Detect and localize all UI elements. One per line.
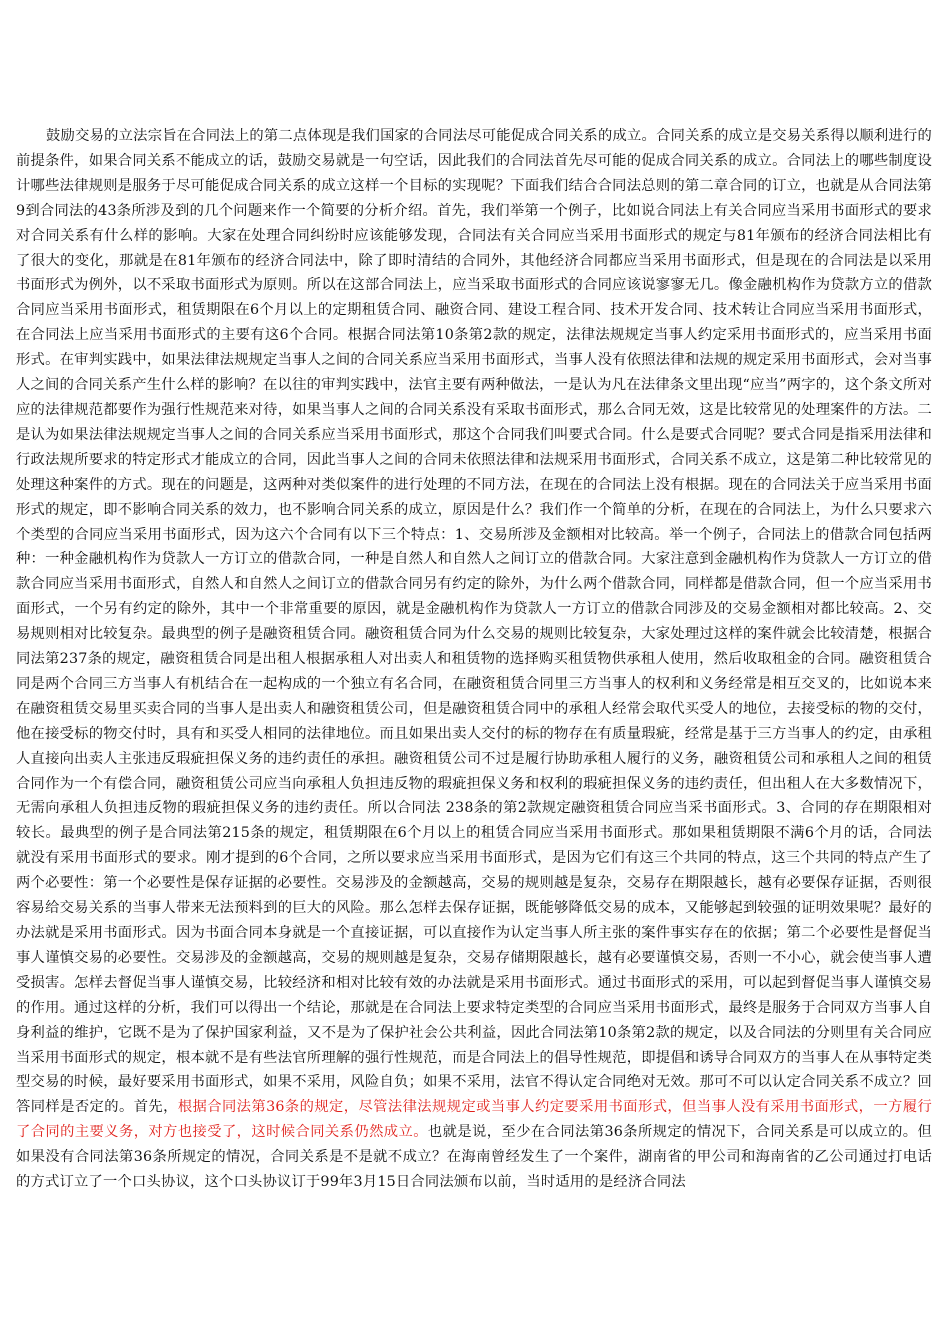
document-body xyxy=(16,124,932,1195)
paragraph-text-continued: 也就是说，至少在合同法第36条所规定的情况下，合同关系是可以成立的。但如果没有合同法第36条所规定的情况，合同关系是不是就不成立？在海南曾经发生了一个案件，湖南省的甲公司和海南省的乙公司通过打电话的方式订立了一个口头协议，这个口头协议订于99年3月15日合同法颁布以前，当时适用的是经济合同法 xyxy=(16,1124,932,1191)
paragraph-text: 鼓励交易的立法宗旨在合同法上的第二点体现是我们国家的合同法尽可能促成合同关系的成立。合同关系的成立是交易关系得以顺利进行的前提条件，如果合同关系不能成立的话，鼓励交易就是一句空话，因此我们的合同法首先尽可能的促成合同关系的成立。合同法上的哪些制度设计哪些法律规则是服务于尽可能促成合同关系的成立这样一个目标的实现呢？下面我们结合合同法总则的第二章合同的订立，也就是从合同法第9到合同法的43条所涉及到的几个问题来作一个简要的分析介绍。首先，我们举第一个例子，比如说合同法上有关合同应当采用书面形式的要求对合同关系有什么样的影响。大家在处理合同纠纷时应该能够发现，合同法有关合同应当采用书面形式的规定与81年颁布的经济合同法相比有了很大的变化，那就是在81年颁布的经济合同法中，除了即时清结的合同外，其他经济合同都应当采用书面形式，但是现在的合同法是以采用书面形式为例外，以不采取书面形式为原则。所以在这部合同法上，应当采取书面形式的合同应该说寥寥无几。像金融机构作为贷款方立的借款合同应当采用书面形式，租赁期限在6个月以上的定期租赁合同、融资合同、建设工程合同、技术开发合同、技术转让合同应当采用书面形式，在合同法上应当采用书面形式的主要有这6个合同。根据合同法第10条第2款的规定，法律法规规定当事人约定采用书面形式的，应当采用书面形式。在审判实践中，如果法律法规规定当事人之间的合同关系应当采用书面形式，当事人没有依照法律和法规的规定采用书面形式，会对当事人之间的合同关系产生什么样的影响？在以往的审判实践中，法官主要有两种做法，一是认为凡在法律条文里出现“应当”两字的，这个条文所对应的法律规范都要作为强行性规范来对待，如果当事人之间的合同关系没有采取书面形式，那么合同无效，这是比较常见的处理案件的方法。二是认为如果法律法规规定当事人之间的合同关系应当采用书面形式，那这个合同我们叫要式合同。什么是要式合同呢？要式合同是指采用法律和行政法规所要求的特定形式才能成立的合同，因此当事人之间的合同未依照法律和法规采用书面形式，合同关系不成立，这是第二种比较常见的处理这种案件的方式。现在的问题是，这两种对类似案件的进行处理的不同方法，在现在的合同法上没有根据。现在的合同法关于应当采用书面形式的规定，即不影响合同关系的效力，也不影响合同关系的成立，原因是什么？我们作一个简单的分析，在现在的合同法上，为什么只要求六个类型的合同应当采用书面形式，因为这六个合同有以下三个特点：1、交易所涉及金额相对比较高。举一个例子，合同法上的借款合同包括两种：一种金融机构作为贷款人一方订立的借款合同，一种是自然人和自然人之间订立的借款合同。大家注意到金融机构作为贷款人一方订立的借款合同应当采用书面形式，自然人和自然人之间订立的借款合同另有约定的除外，为什么两个借款合同，同样都是借款合同，但一个应当采用书面形式，一个另有约定的除外，其中一个非常重要的原因，就是金融机构作为贷款人一方订立的借款合同涉及的交易金额相对都比较高。2、交易规则相对比较复杂。最典型的例子是融资租赁合同。融资租赁合同为什么交易的规则比较复杂，大家处理过这样的案件就会比较清楚，根据合同法第237条的规定，融资租赁合同是出租人根据承租人对出卖人和租赁物的选择购买租赁物供承租人使用，然后收取租金的合同。融资租赁合同是两个合同三方当事人有机结合在一起构成的一个独立有名合同，在融资租赁合同里三方当事人的权利和义务经常是相互交叉的，比如说本来在融资租赁交易里买卖合同的当事人是出卖人和融资租赁公司，但是融资租赁合同中的承租人经常会取代买受人的地位，去接受标的物的交付，他在接受标的物交付时，具有和买受人相同的法律地位。而且如果出卖人交付的标的物存在有质量瑕疵，经常是基于三方当事人的约定，由承租人直接向出卖人主张违反瑕疵担保义务的违约责任的承担。融资租赁公司不过是履行协助承租人履行的义务，融资租赁公司和承租人之间的租赁合同作为一个有偿合同，融资租赁公司应当向承租人负担违反物的瑕疵担保义务和权利的瑕疵担保义务的违约责任，但出租人在大多数情况下，无需向承租人负担违反物的瑕疵担保义务的违约责任。所以合同法 238条的第2款规定融资租赁合同应当采书面形式。3、合同的存在期限相对较长。最典型的例子是合同法第215条的规定，租赁期限在6个月以上的租赁合同应当采用书面形式。那如果租赁期限不满6个月的话，合同法就没有采用书面形式的要求。刚才提到的6个合同，之所以要求应当采用书面形式，是因为它们有这三个共同的特点，这三个共同的特点产生了两个必要性：第一个必要性是保存证据的必要性。交易涉及的金额越高，交易的规则越是复杂，交易存在期限越长，越有必要保存证据，否则很容易给交易关系的当事人带来无法预料到的巨大的风险。那么怎样去保存证据，既能够降低交易的成本，又能够起到较强的证明效果呢？最好的办法就是采用书面形式。因为书面合同本身就是一个直接证据，可以直接作为认定当事人所主张的案件事实存在的依据；第二个必要性是督促当事人谨慎交易的必要性。交易涉及的金额越高，交易的规则越是复杂，交易存储期限越长，越有必要谨慎交易，否则一不小心，就会使当事人遭受损害。怎样去督促当事人谨慎交易，比较经济和相对比较有效的办法就是采用书面形式。通过书面形式的采用，可以起到督促当事人谨慎交易的作用。通过这样的分析，我们可以得出一个结论，那就是在合同法上要求特定类型的合同应当采用书面形式，最终是服务于合同双方当事人自身利益的维护，它既不是为了保护国家利益，又不是为了保护社会公共利益，因此合同法第10条第2款的规定，以及合同法的分则里有关合同应当采用书面形式的规定，根本就不是有些法官所理解的强行性规范，而是合同法上的倡导性规范，即提倡和诱导合同双方的当事人在从事特定类型交易的时候，最好要采用书面形式，如果不采用，风险自负；如果不采用，法官不得认定合同绝对无效。那可不可以认定合同关系不成立？回答同样是否定的。首先， xyxy=(16,128,932,1116)
body-paragraph xyxy=(16,124,932,1195)
highlighted-text: 根据合同法第36条的规定，尽管法律法规规定或当事人约定要采用书面形式，但当事人没有采用书面形式，一方履行了合同的主要义务，对方也接受了，这时候合同关系仍然成立。 xyxy=(16,1099,932,1141)
